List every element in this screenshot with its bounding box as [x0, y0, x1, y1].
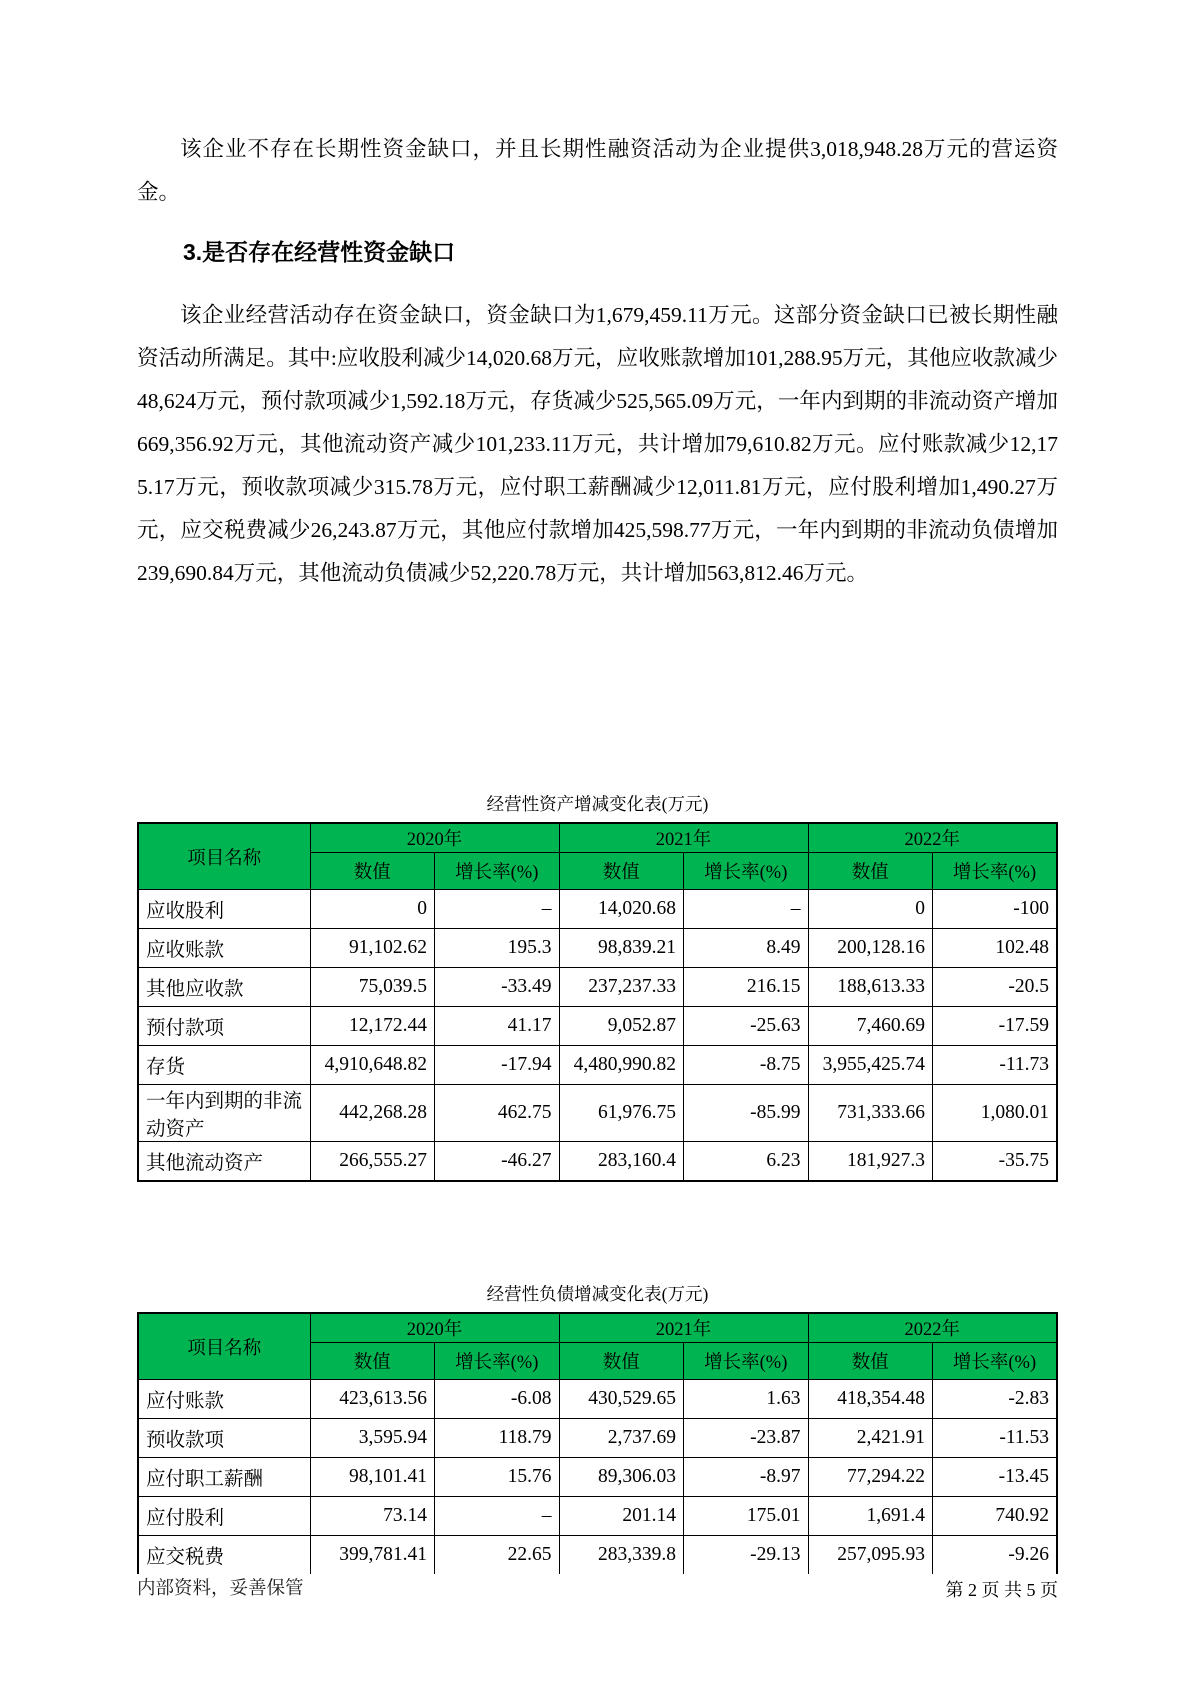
row-label: 应付股利	[138, 1497, 310, 1536]
cell-value: 266,555.27	[310, 1142, 435, 1182]
row-label: 存货	[138, 1046, 310, 1085]
cell-value: -33.49	[435, 968, 560, 1007]
cell-value: -11.53	[933, 1419, 1058, 1458]
cell-value: 423,613.56	[310, 1380, 435, 1419]
cell-value: -29.13	[684, 1536, 809, 1575]
cell-value: -17.94	[435, 1046, 560, 1085]
cell-value: 12,172.44	[310, 1007, 435, 1046]
cell-value: –	[435, 890, 560, 929]
table-row	[138, 1536, 1057, 1575]
row-label: 预收款项	[138, 1419, 310, 1458]
assets-table	[137, 822, 1058, 1182]
liabilities-table-title: 经营性负债增减变化表(万元)	[486, 1284, 709, 1304]
row-label: 其他流动资产	[138, 1142, 310, 1182]
cell-value: -8.75	[684, 1046, 809, 1085]
header-sub-col: 增长率(%)	[435, 1343, 560, 1380]
section-heading: 3.是否存在经营性资金缺口	[183, 239, 456, 265]
cell-value: 418,354.48	[808, 1380, 933, 1419]
header-sub-col: 数值	[559, 1343, 684, 1380]
header-year: 2021年	[559, 1313, 808, 1343]
cell-value: 200,128.16	[808, 929, 933, 968]
header-item-name: 项目名称	[138, 1313, 310, 1380]
table-header-year-row	[138, 823, 1057, 853]
cell-value: 181,927.3	[808, 1142, 933, 1182]
cell-value: -8.97	[684, 1458, 809, 1497]
cell-value: 7,460.69	[808, 1007, 933, 1046]
header-sub-col: 数值	[310, 1343, 435, 1380]
cell-value: -46.27	[435, 1142, 560, 1182]
cell-value: 77,294.22	[808, 1458, 933, 1497]
cell-value: 731,333.66	[808, 1085, 933, 1142]
assets-table-title: 经营性资产增减变化表(万元)	[486, 794, 709, 814]
header-year: 2020年	[310, 1313, 559, 1343]
header-year: 2022年	[808, 1313, 1057, 1343]
table-header-year-row	[138, 1313, 1057, 1343]
cell-value: 257,095.93	[808, 1536, 933, 1575]
cell-value: 1,691.4	[808, 1497, 933, 1536]
table-row	[138, 1419, 1057, 1458]
header-sub-col: 增长率(%)	[435, 853, 560, 890]
page-number: 第 2 页 共 5 页	[945, 1580, 1058, 1600]
header-year: 2020年	[310, 823, 559, 853]
header-sub-col: 增长率(%)	[684, 853, 809, 890]
cell-value: 41.17	[435, 1007, 560, 1046]
header-sub-col: 增长率(%)	[933, 1343, 1058, 1380]
table-row	[138, 929, 1057, 968]
cell-value: -13.45	[933, 1458, 1058, 1497]
cell-value: -85.99	[684, 1085, 809, 1142]
cell-value: 15.76	[435, 1458, 560, 1497]
table-row	[138, 1007, 1057, 1046]
cell-value: –	[435, 1497, 560, 1536]
cell-value: 430,529.65	[559, 1380, 684, 1419]
cell-value: -100	[933, 890, 1058, 929]
cell-value: 462.75	[435, 1085, 560, 1142]
cell-value: 0	[310, 890, 435, 929]
cell-value: 0	[808, 890, 933, 929]
row-label: 应收股利	[138, 890, 310, 929]
cell-value: -20.5	[933, 968, 1058, 1007]
row-label: 应付账款	[138, 1380, 310, 1419]
cell-value: 1,080.01	[933, 1085, 1058, 1142]
cell-value: 75,039.5	[310, 968, 435, 1007]
row-label: 应收账款	[138, 929, 310, 968]
paragraph-long-term-funding: 该企业不存在长期性资金缺口，并且长期性融资活动为企业提供3,018,948.28万元的营运资金。	[137, 137, 1058, 204]
header-sub-col: 增长率(%)	[684, 1343, 809, 1380]
header-sub-col: 增长率(%)	[933, 853, 1058, 890]
table-row	[138, 1458, 1057, 1497]
cell-value: 2,737.69	[559, 1419, 684, 1458]
table-row	[138, 1046, 1057, 1085]
cell-value: 740.92	[933, 1497, 1058, 1536]
cell-value: -25.63	[684, 1007, 809, 1046]
cell-value: 188,613.33	[808, 968, 933, 1007]
cell-value: 89,306.03	[559, 1458, 684, 1497]
cell-value: 1.63	[684, 1380, 809, 1419]
cell-value: 61,976.75	[559, 1085, 684, 1142]
cell-value: 14,020.68	[559, 890, 684, 929]
cell-value: 118.79	[435, 1419, 560, 1458]
cell-value: 195.3	[435, 929, 560, 968]
liabilities-table	[137, 1312, 1058, 1574]
header-year: 2021年	[559, 823, 808, 853]
cell-value: 3,595.94	[310, 1419, 435, 1458]
cell-value: –	[684, 890, 809, 929]
header-sub-col: 数值	[808, 853, 933, 890]
table-row	[138, 890, 1057, 929]
cell-value: 4,910,648.82	[310, 1046, 435, 1085]
table-row	[138, 1497, 1057, 1536]
cell-value: 98,839.21	[559, 929, 684, 968]
cell-value: 102.48	[933, 929, 1058, 968]
cell-value: 216.15	[684, 968, 809, 1007]
row-label: 应付职工薪酬	[138, 1458, 310, 1497]
cell-value: 201.14	[559, 1497, 684, 1536]
cell-value: 283,160.4	[559, 1142, 684, 1182]
cell-value: 8.49	[684, 929, 809, 968]
table-row	[138, 1085, 1057, 1142]
cell-value: 91,102.62	[310, 929, 435, 968]
cell-value: -35.75	[933, 1142, 1058, 1182]
cell-value: 237,237.33	[559, 968, 684, 1007]
header-sub-col: 数值	[310, 853, 435, 890]
cell-value: 442,268.28	[310, 1085, 435, 1142]
cell-value: 98,101.41	[310, 1458, 435, 1497]
cell-value: 22.65	[435, 1536, 560, 1575]
header-sub-col: 数值	[808, 1343, 933, 1380]
footer-note: 内部资料，妥善保管	[137, 1577, 304, 1598]
cell-value: -6.08	[435, 1380, 560, 1419]
cell-value: 175.01	[684, 1497, 809, 1536]
paragraph-operating-gap: 该企业经营活动存在资金缺口，资金缺口为1,679,459.11万元。这部分资金缺口已被长期性融资活动所满足。其中:应收股利减少14,020.68万元，应收账款增加101,288.95万元，其他应收款减少48,624万元，预付款项减少1,592.18万元，存货减少525,565.09万元，一年内到期的非流动资产增加669,356.92万元，其他流动资产减少101,233.11万元，共计增加79,610.82万元。应付账款减少12,175.17万元，预收款项减少315.78万元，应付职工薪酬减少12,011.81万元，应付股利增加1,490.27万元，应交税费减少26,243.87万元，其他应付款增加425,598.77万元，一年内到期的非流动负债增加239,690.84万元，其他流动负债减少52,220.78万元，共计增加563,812.46万元。	[137, 303, 1058, 585]
cell-value: -17.59	[933, 1007, 1058, 1046]
cell-value: 6.23	[684, 1142, 809, 1182]
row-label: 应交税费	[138, 1536, 310, 1575]
cell-value: 3,955,425.74	[808, 1046, 933, 1085]
cell-value: -23.87	[684, 1419, 809, 1458]
cell-value: -9.26	[933, 1536, 1058, 1575]
row-label: 一年内到期的非流动资产	[138, 1085, 310, 1142]
header-sub-col: 数值	[559, 853, 684, 890]
cell-value: 283,339.8	[559, 1536, 684, 1575]
header-item-name: 项目名称	[138, 823, 310, 890]
cell-value: 9,052.87	[559, 1007, 684, 1046]
cell-value: -2.83	[933, 1380, 1058, 1419]
table-row	[138, 1380, 1057, 1419]
cell-value: -11.73	[933, 1046, 1058, 1085]
table-row	[138, 1142, 1057, 1182]
header-year: 2022年	[808, 823, 1057, 853]
cell-value: 2,421.91	[808, 1419, 933, 1458]
cell-value: 399,781.41	[310, 1536, 435, 1575]
cell-value: 73.14	[310, 1497, 435, 1536]
cell-value: 4,480,990.82	[559, 1046, 684, 1085]
row-label: 其他应收款	[138, 968, 310, 1007]
table-row	[138, 968, 1057, 1007]
row-label: 预付款项	[138, 1007, 310, 1046]
